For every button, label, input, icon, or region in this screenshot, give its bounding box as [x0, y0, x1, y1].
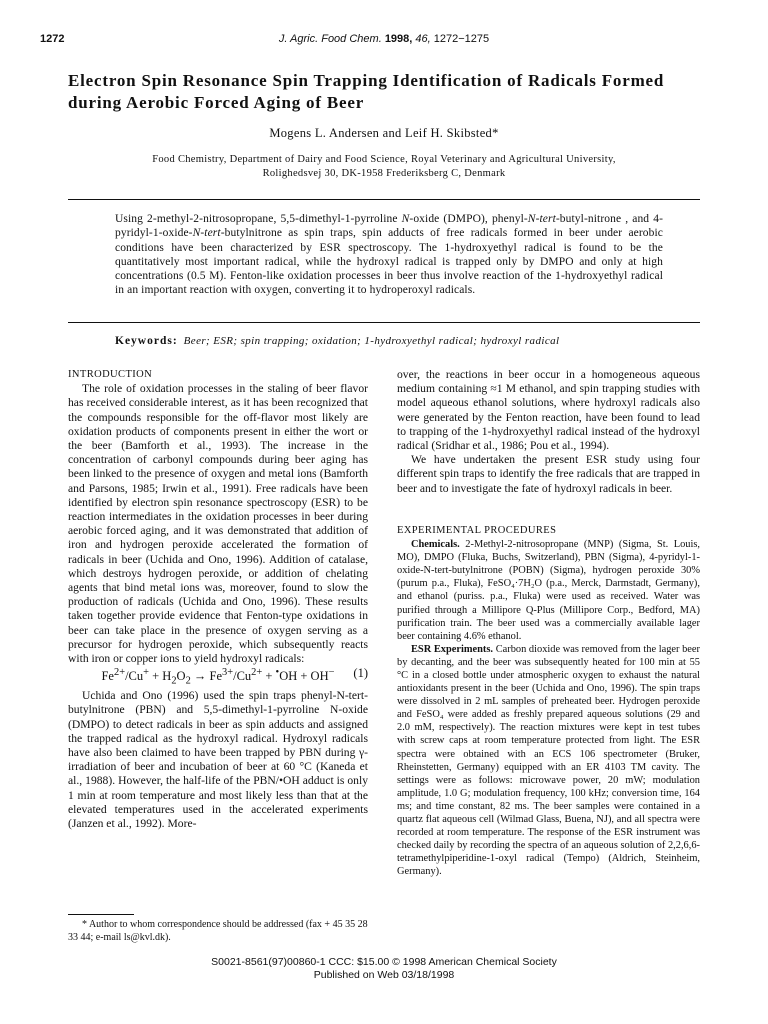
- intro-paragraph-1: The role of oxidation processes in the staling of beer flavor has received considerable interest, as it has been recognized that the compounds responsible for the off-flavor most likely are oxidation products of components present in either the wort or the beer (Bamforth et al., 1993). The increase in the concentration of carbonyl compounds during beer aging has been linked to the presence of oxygen and metal ions (Bamforth and Parsons, 1985; Irwin et al., 1991). Free radicals have been identified by electron spin resonance spectroscopy (ESR) to be reaction intermediates in the oxidation processes in beer during aerobic forced aging, and it was demonstrated that addition of iron and hydrogen peroxide accelerated the formation of radicals in beer (Uchida and Ono, 1996). Addition of catalase, which destroys hydrogen peroxide, or addition of chelating agents that bind metal ions was, moreover, found to slow the production of radicals (Uchida and Ono, 1996). These results taken together provide evidence that Fenton-type oxidations in beer can take place in the presence of oxygen serving as a precursor for hydrogen peroxide, which subsequently reacts with iron or copper ions to yield hydroxyl radicals:: [68, 382, 368, 666]
- abstract-text-4: N-tert: [527, 213, 556, 225]
- abstract-text-2: N: [401, 213, 410, 225]
- chemicals-label: Chemicals.: [411, 539, 460, 551]
- experimental-text: [397, 538, 700, 878]
- abstract-top-rule: [68, 199, 700, 200]
- section-heading-experimental: EXPERIMENTAL PROCEDURES: [397, 524, 557, 536]
- footnote-rule: [68, 914, 134, 915]
- footnote: * Author to whom correspondence should be addressed (fax + 45 35 28 33 44; e-mail ls@kvl.dk).: [68, 919, 368, 943]
- journal-volume: 46,: [415, 33, 431, 45]
- intro-continued-paragraph: over, the reactions in beer occur in a homogeneous aqueous medium containing ≈1 M ethanol, and spin trapping studies with model aqueous ethanol solutions, where hydroxyl radicals also were generated by the Fenton reaction, have been found to lead to trapping of the 1-hydroxyethyl radical instead of the hydroxyl radical (Sridhar et al., 1986; Pou et al., 1994).: [397, 368, 700, 453]
- affiliation-line-1: Food Chemistry, Department of Dairy and Food Science, Royal Veterinary and Agricultural University,: [152, 154, 616, 165]
- abstract-text-3: -oxide (DMPO), phenyl-: [409, 213, 528, 225]
- footer-line-1: S0021-8561(97)00860-1 CCC: $15.00 © 1998 American Chemical Society: [211, 956, 557, 968]
- equation-1: $Fe^{2+}/Cu^+ + H_2O_2 \to Fe^{3+}/Cu^{2+} + ^•OH + OH^-$ (1): [101, 666, 368, 687]
- abstract-bottom-rule: [68, 322, 700, 323]
- section-heading-introduction: INTRODUCTION: [68, 369, 153, 380]
- esr-paragraph: [397, 643, 700, 879]
- equation-number: (1): [353, 666, 368, 681]
- page-number: 1272: [40, 33, 65, 45]
- article-title: Electron Spin Resonance Spin Trapping Identification of Radicals Formed during Aerobic Forced Aging of Beer: [68, 71, 665, 112]
- abstract-text-7: -butylnitrone as spin traps, spin adducts of free radicals formed in beer under aerobic conditions have been characterized by ESR spectroscopy. The 1-hydroxyethyl radical is found to be the quantitatively most important radical, while the hydroxyl radical is trapped only by DMPO and only at high concentrations (0.5 M). Fenton-like oxidation processes in beer thus involve reaction of the 1-hydroxyethyl radical in an important reaction with oxygen, converting it to hydroperoxyl radicals.: [115, 227, 663, 297]
- footer-line-2: Published on Web 03/18/1998: [313, 968, 455, 981]
- affiliation-line-2: Rolighedsvej 30, DK-1958 Frederiksberg C, Denmark: [262, 168, 506, 179]
- affiliation: [0, 153, 768, 181]
- journal-pages: 1272−1275: [433, 33, 490, 45]
- abstract-text-6: N-tert: [192, 227, 221, 240]
- esr-text: Carbon dioxide was removed from the lager beer by decanting, and the beer was subsequently heated for 100 min at 55 °C in a closed bottle under atmospheric oxygen to exhaust the natural antioxidants present in the beer (Uchida and Ono, 1996). The spin traps were dissolved in 2 mL samples of preheated beer. Hydrogen peroxide and FeSO₄ were added as freshly prepared aqueous solutions (29 and 2.0 mM, respectively). The reaction mixtures were kept in test tubes with screw caps at room temperature protected from light. The ESR spectra were obtained with an ECS 106 spectrometer (Bruker, Rheinstetten, Germany) equipped with an ER 4103 TM cavity. The settings were as follows: microwave power, 20 mW; modulation amplitude, 1.0 G; modulation frequency, 100 kHz; conversion time, 164 ms; and time constant, 82 ms. The beer samples were contained in a quartz flat aqueous cell (Wilmad Glass, Buena, NJ), and all spectra were recorded at room temperature. The response of the ESR instrument was checked daily by recording the spectra of an aqueous solution of 2,2,6,6-tetramethylpiperidine-1-oxyl radical (Tempo) (Aldrich, Steinheim, Germany).: [397, 643, 700, 878]
- keywords-label: Keywords:: [115, 335, 178, 347]
- journal-year: 1998,: [384, 33, 413, 45]
- abstract-text-5: -butyl-nitrone , and 4-pyridyl-1-oxide-: [115, 213, 663, 240]
- keywords-value: Beer; ESR; spin trapping; oxidation; 1-hydroxyethyl radical; hydroxyl radical: [183, 335, 560, 347]
- abstract-text-1: Using 2-methyl-2-nitrosopropane, 5,5-dimethyl-1-pyrroline: [115, 213, 402, 225]
- intro-paragraph-3: We have undertaken the present ESR study using four different spin traps to identify the free radicals that are trapped in beer and to investigate the fate of hydroxyl radicals in beer.: [397, 453, 700, 495]
- right-column: [397, 368, 700, 878]
- chemicals-paragraph: [397, 538, 700, 643]
- journal-name: J. Agric. Food Chem.: [278, 33, 382, 45]
- esr-label: ESR Experiments.: [411, 643, 494, 655]
- abstract: [115, 212, 663, 298]
- left-column: [68, 368, 368, 831]
- intro-paragraph-2: Uchida and Ono (1996) used the spin traps phenyl-N-tert-butylnitrone (PBN) and 5,5-dimethyl-1-pyrroline N-oxide (DMPO) to detect radicals in beer as spin adducts and assigned the trapped radical as the hydroxyl radical. Hydroxyl radicals have also been claimed to have been trapped by PBN during γ-irradiation of beer and incubation of beer at 60 °C (Kaneda et al., 1988). However, the half-life of the PBN/•OH adduct is only 1 min at room temperature and most likely less than that at the elevated temperatures used in the accelerated experiments (Janzen et al., 1992). More-: [68, 689, 368, 830]
- chemicals-text: 2-Methyl-2-nitrosopropane (MNP) (Sigma, St. Louis, MO), DMPO (Fluka, Buchs, Switzerland), PBN (Sigma), 4-pyridyl-1-oxide-N-tert-butylnitrone (POBN) (Sigma), hydrogen peroxide 30% (purum p.a., Fluka), FeSO₄·7H₂O (p.a., Merck, Darmstadt, Germany), and ethanol (puriss. p.a., Fluka) were used as received. Water was purified through a Millipore Q-Plus (Millipore Corp., Bedford, MA) purification train. The beer used was a commercially available lager beer containing 4.6% ethanol.: [397, 539, 700, 642]
- authors: Mogens L. Andersen and Leif H. Skibsted*: [269, 126, 499, 140]
- journal-citation: [0, 33, 768, 45]
- keywords: [115, 335, 675, 347]
- page-footer: [0, 956, 768, 981]
